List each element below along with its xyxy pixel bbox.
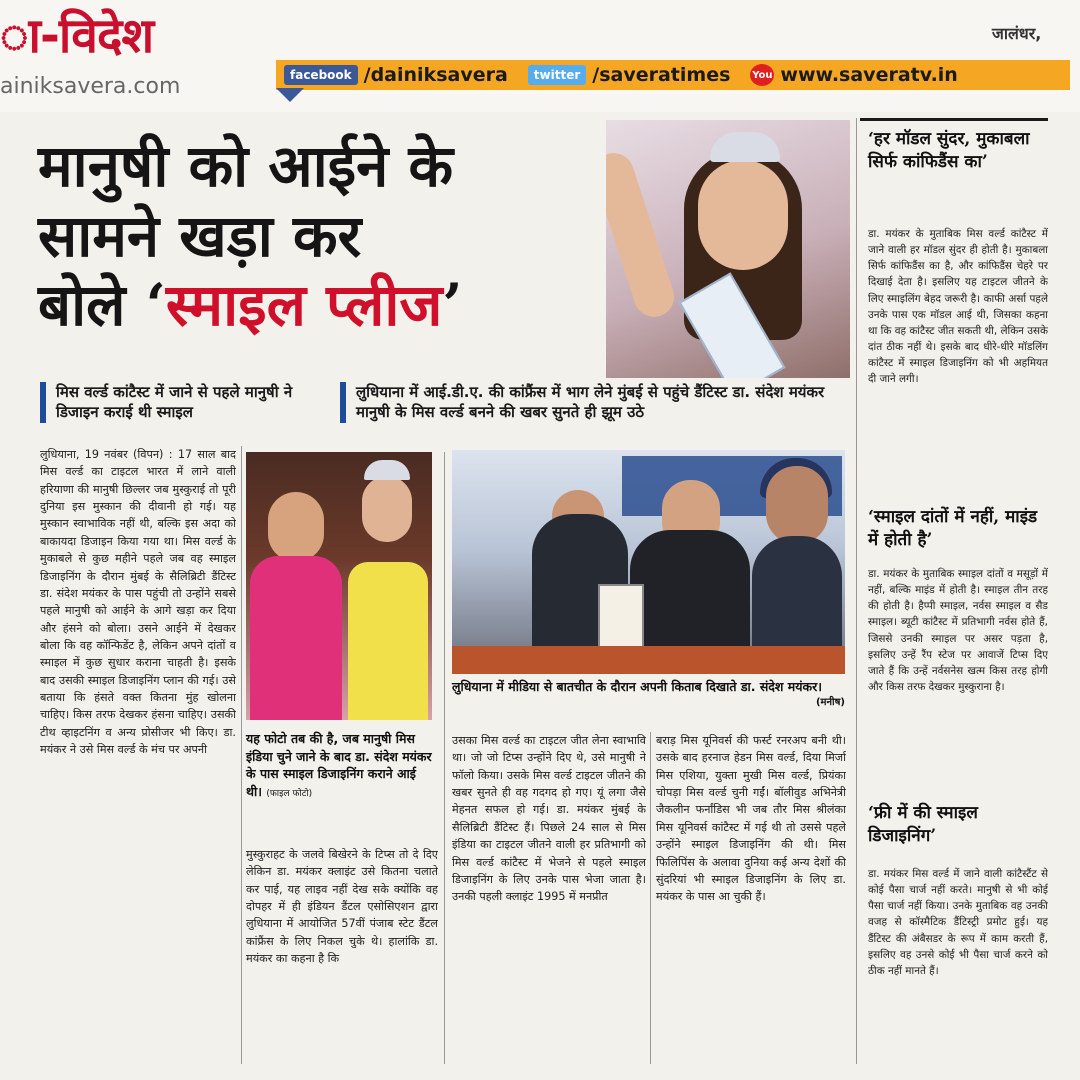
headline-line-3 bbox=[38, 271, 608, 341]
column-divider bbox=[650, 732, 651, 1064]
subhead-left: मिस वर्ल्ड कांटैस्ट में जाने से पहले मानुषी ने डिजाइन कराई थी स्माइल bbox=[40, 382, 338, 423]
sidebar-heading-2: ‘स्माइल दांतों में नहीं, माइंड में होती है’ bbox=[868, 507, 1038, 550]
photo-table bbox=[452, 646, 845, 674]
youtube-icon: You bbox=[750, 64, 774, 86]
crown-icon bbox=[710, 132, 780, 162]
column-divider bbox=[241, 446, 242, 1064]
headline-line-2: सामने खड़ा कर bbox=[38, 201, 362, 270]
photo-caption-press bbox=[452, 678, 845, 710]
twitter-icon: twitter bbox=[528, 65, 586, 85]
crown-icon bbox=[364, 460, 410, 480]
photo-arm bbox=[606, 148, 679, 322]
facebook-handle: /dainiksavera bbox=[363, 64, 508, 86]
photo-face bbox=[698, 160, 788, 270]
sidebar-body-3: डा. मयंकर मिस वर्ल्ड में जाने वाली कांटैस्टैंट से कोई पैसा चार्ज नहीं करते। मानुषी से भी कोई पैसा चार्ज नहीं किया। उनके मुताबिक वह उनकी वजह से कॉस्मैटिक डैंटिस्ट्री प्रमोट हुई। यह डैंटिस्ट की अंबैसडर के रूप में काम करती हैं, इसलिए वह उनसे कोई भी पैसा चार्ज करने को ठीक नहीं मानते हैं। bbox=[868, 868, 1048, 977]
caption-text: यह फोटो तब की है, जब मानुषी मिस इंडिया चुने जाने के बाद डा. संदेश मयंकर के पास स्माइल डिजाइनिंग कराने आई थी। bbox=[246, 731, 432, 799]
photo-press-conference bbox=[452, 450, 845, 674]
headline bbox=[38, 132, 608, 341]
column-divider bbox=[444, 452, 445, 1064]
caption-text: लुधियाना में मीडिया से बातचीत के दौरान अपनी किताब दिखाते डा. संदेश मयंकर। bbox=[452, 679, 822, 694]
photo-woman-dress bbox=[348, 562, 428, 720]
social-bar bbox=[276, 60, 1070, 90]
photo-woman-head bbox=[362, 476, 412, 542]
headline-highlight: स्माइल प्लीज bbox=[165, 271, 443, 340]
article-column-4: बराड़ मिस यूनिवर्स की फर्स्ट रनरअप बनी थी। उसके बाद हरनाज हेडन मिस वर्ल्ड, दिया मिर्जा मिस एशिया, युक्ता मुखी मिस वर्ल्ड, प्रियंका चोपड़ा मिस वर्ल्ड चुनी गईं। बॉलीवुड अभिनेत्री जैकलीन फर्नांडिस भी जब तौर मिस श्रीलंका मिस यूनिवर्स कांटैस्ट में गई थी तो उससे पहले उन्होंने स्माइल डिजाइनिंग की थी। मिस फिलिपिंस के अलावा दुनिया कई अन्य देशों की सुंदरियां भी स्माइल डिजाइनिंग के लिए डा. मयंकर के पास आ चुकी हैं। bbox=[656, 734, 846, 904]
photo-person-head bbox=[766, 466, 828, 544]
photo-man-shirt bbox=[250, 556, 342, 720]
photo-caption-file bbox=[246, 730, 434, 800]
photo-man-head bbox=[268, 492, 324, 562]
section-name: -विदेश bbox=[39, 8, 154, 64]
ribbon-fold bbox=[276, 88, 304, 102]
headline-quote-close: ’ bbox=[442, 271, 463, 340]
twitter-handle: /saveratimes bbox=[592, 64, 731, 86]
sidebar-heading-3: ‘फ्री में की स्माइल डिजाइनिंग’ bbox=[868, 803, 978, 846]
article-column-3: उसका मिस वर्ल्ड का टाइटल जीत लेना स्वाभावि था। जो जो टिप्स उन्होंने दिए थे, उसे मानुषी ने फॉलो किया। उसके मिस वर्ल्ड टाइटल जीतने की खबर सुनते ही वह गदगद हो गए। यूं लगा जैसे मेहनत सफल हो गई। डा. मयंकर मुंबई के सैलिब्रिटी डैंटिस्ट हैं। पिछले 24 साल से मिस इंडिया का टाइटल जीतने वाली हर प्रतिभागी को मिस वर्ल्ड कांटैस्ट में भेजने से पहले स्माइल डिजाइनिंग के लिए उनके पास भेजा जाता है। उनकी पहली क्लाइंट 1995 में मनप्रीत bbox=[452, 734, 646, 904]
sidebar-top-rule bbox=[860, 118, 1048, 121]
sidebar-heading-1: ‘हर मॉडल सुंदर, मुकाबला सिर्फ कांफिडैंस का’ bbox=[868, 129, 1030, 172]
article-column-2: मुस्कुराहट के जलवे बिखेरने के टिप्स तो दे दिए लेकिन डा. मयंकर क्लाइंट उसे कितना चलाते कर पाई, यह लाइव नहीं देख सके क्योंकि वह दोपहर में ही इंडियन डैंटल एसोसिएशन द्वारा लुधियाना में आयोजित 57वीं पंजाब स्टेट डैंटल कांफ्रैंस के लिए निकल चुके थे। हालांकि डा. मयंकर का कहना है कि bbox=[246, 848, 438, 966]
photo-file bbox=[246, 452, 432, 720]
site-url: ainiksavera.com bbox=[0, 74, 181, 99]
article-column-1: लुधियाना, 19 नवंबर (विपन) : 17 साल बाद मिस वर्ल्ड का टाइटल भारत में लाने वाली हरियाणा की मानुषी छिल्लर जब मुस्कुराई तो पूरी दुनिया इस मुस्कान की दीवानी हो गई। यह मुस्कान स्वाभाविक नहीं थी, बल्कि इस अदा को बाकायदा डिजाइन किया गया था। मिस वर्ल्ड के मुकाबले से कुछ महीने पहले जब वह स्माइल डिजाइनिंग के दौरान मुंबई के सैलिब्रिटी डैंटिस्ट डा. संदेश मयंकर के पास पहुंची तो उन्होंने सबसे पहले मानुषी को आईने के आगे खड़ा कर दिया और हंसने को बोला। उसने आईने में देखकर बोला कि वह कॉन्फिडेंट है, लेकिन अपने दांतों व स्माइल में कुछ सुधार कराना चाहती है। इसके बाद उसकी स्माइल डिजाइनिंग प्लान की गई। उसे बताया कि हंसते वक्त कितना मुंह खोलना चाहिए। किस तरफ देखकर हंसना चाहिए। उसकी टीथ व्हाइटनिंग व अन्य प्रोसीजर भी किए। डा. मयंकर ने उसे मिस वर्ल्ड के मंच पर अपनी bbox=[40, 448, 236, 757]
section-prefix: ा bbox=[0, 8, 40, 64]
website-url: www.saveratv.in bbox=[780, 64, 958, 86]
sidebar-body-2: डा. मयंकर के मुताबिक स्माइल दांतों व मसूड़ों में नहीं, बल्कि माइंड में होती है। स्माइल तीन तरह की होती है। हैप्पी स्माइल, नर्वस स्माइल व सैड स्माइल। ब्यूटी कांटैस्ट में प्रतिभागी नर्वस होते हैं, जिससे उनकी स्माइल पर असर पड़ता है, इसलिए उन्हें रैंप स्टेज पर आवाजें टिप्स दिए जाते हैं कि उन्हें नर्वसनेस खत्म किस तरह होगी और किस तरफ देखकर मुस्कुराना है। bbox=[868, 568, 1048, 693]
photo-credit: (मनीष) bbox=[815, 696, 845, 708]
book-icon bbox=[598, 584, 644, 650]
dateline-city: जालंधर, bbox=[992, 24, 1042, 43]
headline-line-1: मानुषी को आईने के bbox=[38, 132, 454, 200]
headline-quote-open: बोले ‘ bbox=[38, 271, 166, 340]
section-title bbox=[0, 2, 153, 67]
facebook-icon: facebook bbox=[284, 65, 358, 85]
photo-miss-world bbox=[606, 120, 850, 378]
photo-credit: (फाइल फोटो) bbox=[266, 788, 313, 799]
sidebar-divider bbox=[856, 118, 857, 1064]
subhead-right: लुधियाना में आई.डी.ए. की कांफ्रैंस में भाग लेने मुंबई से पहुंचे डैंटिस्ट डा. संदेश मयंकर मानुषी के मिस वर्ल्ड बनने की खबर सुनते ही झूम उठे bbox=[340, 382, 850, 423]
sidebar-body-1: डा. मयंकर के मुताबिक मिस वर्ल्ड कांटैस्ट में जाने वाली हर मॉडल सुंदर ही होती है। मुकाबला सिर्फ कांफिडैंस का है, और कांफिडैंस चेहरे पर दिखाई देता है। इसलिए यह टाइटल जीतने के लिए स्माइलिंग बेहद जरूरी है। काफी अर्सा पहले उनके पास एक मॉडल आई थी, जिसका कहना था कि वह कांटैस्ट जीत सकती थी, लेकिन उसके दांत ठीक नहीं थे। इसके बाद धीरे-धीरे मॉडलिंग कांटैस्ट में स्माइल डिजाइनिंग को भी अहमियत दी जाने लगी। bbox=[868, 228, 1048, 386]
